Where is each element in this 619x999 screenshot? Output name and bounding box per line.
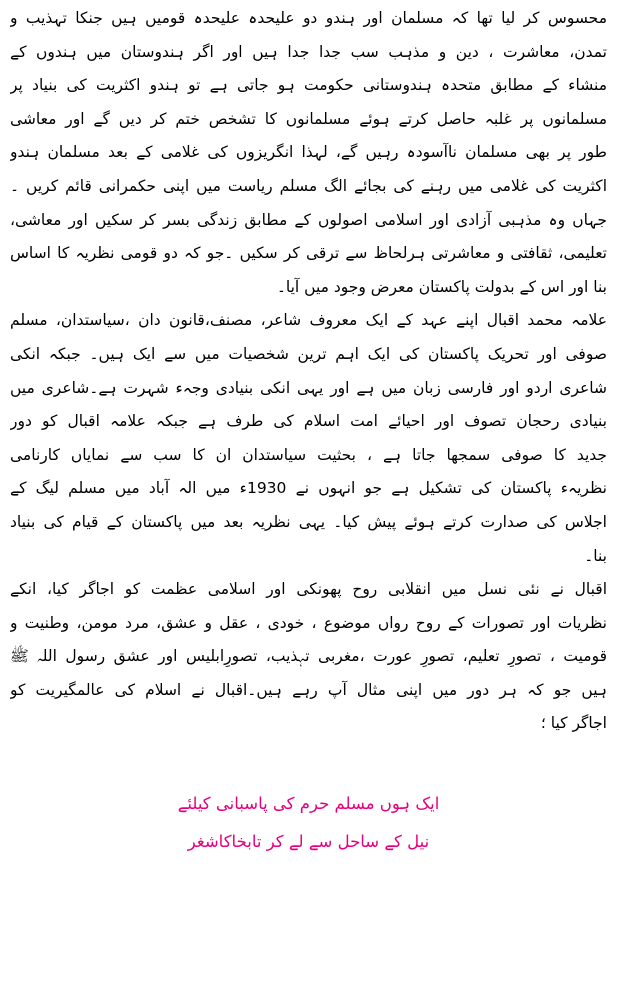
text-line: طور پر بھی مسلمان ناآسودہ رہیں گے، لہذا انگریزوں کی غلامی کے بعد مسلمان ہندو <box>10 143 607 162</box>
text-line: اقبال نے نئی نسل میں انقلابی روح پھونکی اور اسلامی عظمت کو اجاگر کیا، انکے <box>10 580 607 599</box>
text-line: منشاء کے مطابق متحدہ ہندوستانی حکومت ہو جاتی ہے تو ہندو اکثریت کی بنیاد پر <box>10 76 607 95</box>
text-line: صوفی اور تحریک پاکستان کی ایک اہم ترین شخصیات میں سے ایک ہیں۔ جبکہ انکی <box>10 344 607 363</box>
text-line: قومیت ، تصورِ تعلیم، تصورِ عورت ،مغربی تہذیب، تصورِابلیس اور عشق رسول اللہ ﷺ <box>10 647 607 666</box>
text-line: محسوس کر لیا تھا کہ مسلمان اور ہندو دو علیحدہ علیحدہ قومیں ہیں جنکا تہذیب و <box>10 9 607 27</box>
text-line: شاعری اردو اور فارسی زبان میں ہے اور یہی انکی بنیادی وجہء شہرت ہے۔شاعری میں <box>10 378 607 397</box>
text-line: اجلاس کی صدارت کرتے ہوئے پیش کیا۔ یہی نظریہ بعد میں پاکستان کے قیام کی بنیاد <box>10 512 607 531</box>
couplet-line: ایک ہوں مسلم حرم کی پاسبانی کیلئے <box>177 794 440 814</box>
text-line: نظریات اور تصورات کے روح رواں موضوع ، خودی ، عقل و عشق، مرد مومن، وطنیت و <box>10 613 607 632</box>
text-line: تمدن، معاشرت ، دین و مذہب سب جدا جدا ہیں اور اگر ہندوستان میں ہندوں کے <box>10 42 607 61</box>
text-line: بنا۔ <box>584 546 607 565</box>
text-line: ہیں جو کہ ہر دور میں اپنی مثال آپ رہے ہیں۔اقبال نے اسلام کی عالمگیریت کو <box>10 680 607 699</box>
text-line: جدید کا صوفی سمجھا جاتا ہے ، بحثیت سیاستدان ان کا سب سے نمایاں کارنامی <box>10 445 607 464</box>
text-line: نظریہء پاکستان کی تشکیل ہے جو انہوں نے 1930ء میں الہ آباد میں مسلم لیگ کے <box>10 479 607 498</box>
text-line: اکثریت کی غلامی میں رہنے کی بجائے الگ مسلم ریاست میں اپنی حکمرانی قائم کریں ۔ <box>10 176 607 195</box>
couplet-spacer <box>10 741 607 785</box>
text-line: مسلمانوں پر غلبہ حاصل کرتے ہوئے مسلمانوں کا تشخص ختم کر دیں گے اور معاشی <box>10 109 607 128</box>
text-line: اجاگر کیا ؛ <box>540 714 607 733</box>
text-line: تعلیمی، ثقافتی و معاشرتی ہرلحاظ سے ترقی کر سکیں ۔جو کہ دو قومی نظریہ کا اساس <box>10 244 607 263</box>
text-line: علامہ محمد اقبال اپنے عہد کے ایک معروف شاعر، مصنف،قانون دان ،سیاستدان، مسلم <box>10 311 607 330</box>
couplet-line: نیل کے ساحل سے لے کر تابخاکاشغر <box>187 832 430 852</box>
text-line: بنیادی رحجان تصوف اور احیائے امت اسلام کی طرف ہے جبکہ علامہ اقبال کو دور <box>10 412 607 431</box>
text-line: بنا اور اس کے بدولت پاکستان معرض وجود میں آیا۔ <box>276 277 607 296</box>
text-line: جہاں وہ مذہبی آزادی اور اسلامی اصولوں کے مطابق زندگی بسر کر سکیں اور معاشی، <box>10 210 607 229</box>
